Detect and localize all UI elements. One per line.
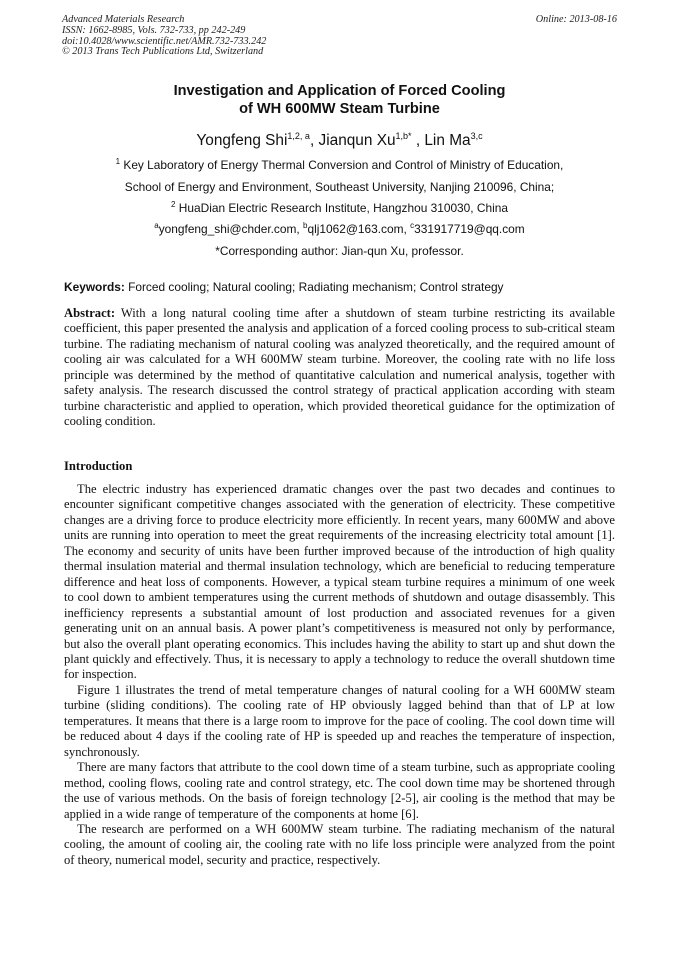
affiliation-sup: 2 (171, 200, 176, 209)
intro-paragraph: The research are performed on a WH 600MW steam turbine. The radiating mechanism of the natural cooling, the amount of cooling air, the cooling rate with no life loss principle were analyzed from the point of theory, numerical model, security and practice, respectively. (64, 821, 615, 867)
section-heading-introduction: Introduction (64, 459, 133, 473)
abstract (64, 306, 615, 430)
email-sup: c (410, 221, 415, 230)
author-sup: 1,b* (395, 131, 412, 141)
email-b: qlj1062@163.com, (307, 222, 411, 236)
author-list (62, 131, 617, 151)
paper-title (62, 82, 617, 118)
introduction-body (64, 482, 615, 868)
author-name: Yongfeng Shi (196, 132, 288, 149)
copyright-line: © 2013 Trans Tech Publications Ltd, Switzerland (62, 46, 264, 58)
author-sup: 3,c (470, 131, 483, 141)
email-c: 331917719@qq.com (414, 222, 525, 236)
keywords-text: Forced cooling; Natural cooling; Radiating mechanism; Control strategy (124, 280, 504, 294)
journal-name: Advanced Materials Research (62, 14, 185, 25)
keywords-label: Keywords: (64, 280, 125, 294)
keywords (64, 279, 617, 295)
doi-line: doi:10.4028/www.scientific.net/AMR.732-733.242 (62, 35, 267, 47)
intro-paragraph: The electric industry has experienced dramatic changes over the past two decades and continues to encounter significant competitive changes associated with the generation of electricity. These competitive changes are a driving force to produce electricity more efficiently. In recent years, many 600MW and above units are running into operation to meet the great requirements of the increasing electricity total amount [1]. The economy and security of units have been further improved because of the introduction of high quality thermal insulation material and thermal insulation technology, which are beneficial to reducing temperature difference and heat loss of components. However, a typical steam turbine requires a minimum of one week to cool down to ambient temperatures using the current methods of shutdown and outage disassembly. This inefficiency represents a substantial amount of lost production and associated revenues for a given generating unit on an annual basis. A power plant’s competitiveness is measured not only by performance, but also the overall plant operating economics. This includes having the ability to start up and shut down the plant quickly and effectively. Thus, it is necessary to apply a technology to reduce the overall shutdown time for inspection. (64, 482, 615, 682)
affiliation-1 (62, 157, 617, 173)
author-separator: , (411, 132, 425, 149)
email-sup: a (154, 221, 159, 230)
abstract-label: Abstract: (64, 306, 116, 320)
author-separator: , (309, 132, 319, 149)
issn-line: ISSN: 1662-8985, Vols. 732-733, pp 242-249 (62, 24, 246, 36)
intro-paragraph: There are many factors that attribute to the cool down time of a steam turbine, such as appropriate cooling method, cooling flows, cooling rate and control strategy, etc. The cool down time may be shortened through the use of various methods. On the basis of foreign technology [2-5], air cooling is the method that may be applied in a wide range of temperature of the components at home [6]. (64, 760, 615, 821)
author-sup: 1,2, a (287, 131, 310, 141)
affiliation-1-line-2 (62, 179, 617, 195)
author-name: Lin Ma (424, 132, 471, 149)
email-line (62, 221, 617, 237)
affiliation-text: HuaDian Electric Research Institute, Hangzhou 310030, China (178, 201, 508, 215)
email-a: yongfeng_shi@chder.com, (158, 222, 304, 236)
title-line-1: Investigation and Application of Forced Cooling (173, 83, 506, 99)
abstract-text: With a long natural cooling time after a shutdown of steam turbine restricting its available coefficient, this paper presented the analysis and application of a forced cooling process to sub-critical steam turbine. The radiating mechanism of natural cooling was analyzed theoretically, and the required amount of cooling air was calculated for a WH 600MW steam turbine. Moreover, the cooling rate with no life loss principle was determined by the method of quantitative calculation and numerical analysis, together with safety analysis. The research discussed the control strategy of practical application according with steam turbine characteristic and applied to operation, which provided theoretical guidance for the optimization of cooling condition. (64, 306, 615, 429)
affiliation-2 (62, 200, 617, 216)
title-line-2: of WH 600MW Steam Turbine (239, 101, 440, 117)
affiliation-text: School of Energy and Environment, Southeast University, Nanjing 210096, China; (124, 180, 555, 194)
corresponding-author: *Corresponding author: Jian-qun Xu, professor. (215, 244, 464, 258)
journal-header (62, 15, 617, 58)
online-date: Online: 2013-08-16 (535, 14, 617, 25)
author-name: Jianqun Xu (318, 132, 396, 149)
affiliation-text: Key Laboratory of Energy Thermal Conversion and Control of Ministry of Education, (123, 158, 564, 172)
email-sup: b (303, 221, 308, 230)
intro-paragraph: Figure 1 illustrates the trend of metal temperature changes of natural cooling for a WH 600MW steam turbine (sliding conditions). The cooling rate of HP obviously lagged behind than that of LP at low temperatures. It means that there is a large room to improve for the pace of cooling. The cool down time will be reduced about 4 days if the cooling rate of HP is speeded up and reaches the temperature of inspection, synchronously. (64, 682, 615, 759)
affiliation-sup: 1 (115, 157, 121, 166)
